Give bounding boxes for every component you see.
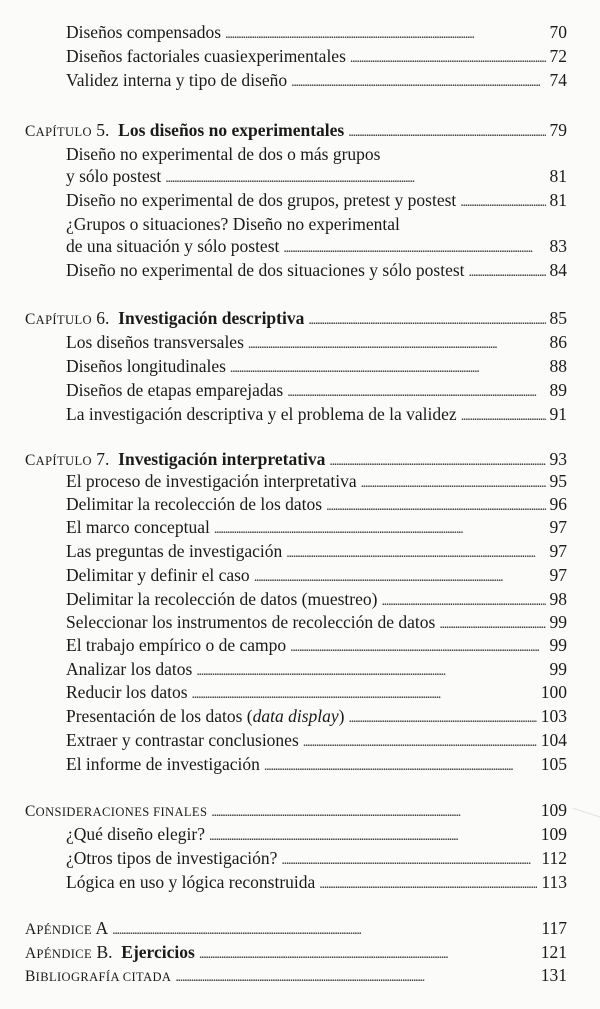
toc-entry[interactable] — [66, 657, 567, 681]
toc-entry-page: 96 — [549, 494, 567, 514]
chapter-5-heading[interactable] — [25, 118, 567, 142]
dot-leader — [165, 164, 545, 191]
dot-leader — [469, 258, 546, 285]
toc-entry[interactable] — [66, 234, 567, 258]
bibliography-heading[interactable] — [25, 963, 567, 987]
toc-entry-page: 74 — [549, 70, 567, 90]
dot-leader — [460, 188, 545, 215]
toc-entry-title: Delimitar la recolección de datos (muestreo) — [66, 589, 378, 609]
toc-entry-title: Seleccionar los instrumentos de recolección de datos — [66, 612, 436, 632]
toc-entry-page: 99 — [549, 659, 567, 679]
toc-entry-page: 99 — [549, 635, 567, 655]
appendix-a-title: APÉNDICE A — [25, 918, 109, 938]
dot-leader — [283, 234, 545, 261]
toc-entry-title: La investigación descriptiva y el problema de la validez — [66, 404, 457, 424]
toc-entry-title: Presentación de los datos (data display) — [66, 706, 345, 726]
toc-entry[interactable] — [66, 402, 567, 426]
dot-leader — [290, 633, 545, 660]
toc-entry-title: Delimitar la recolección de los datos — [66, 494, 323, 514]
toc-entry[interactable] — [66, 587, 567, 611]
toc-entry[interactable] — [66, 680, 567, 704]
final-considerations-heading[interactable] — [25, 798, 567, 822]
dot-leader — [254, 563, 546, 590]
toc-entry-title: Las preguntas de investigación — [66, 541, 283, 561]
toc-entry-page: 72 — [549, 46, 567, 66]
toc-entry-page: 99 — [549, 612, 567, 632]
dot-leader — [286, 539, 545, 566]
appendix-b-page: 121 — [540, 942, 567, 962]
chapter-7-heading[interactable] — [25, 447, 567, 471]
chapter-6-title: CAPÍTULO 6. Investigación descriptiva — [25, 308, 305, 328]
dot-leader — [348, 118, 545, 145]
dot-leader — [214, 515, 546, 542]
chapter-7-page: 93 — [549, 449, 567, 469]
toc-entry-page: 109 — [540, 824, 567, 844]
toc-entry[interactable] — [66, 20, 567, 44]
toc-entry-page: 83 — [549, 236, 567, 256]
toc-entry-title: Validez interna y tipo de diseño — [66, 70, 288, 90]
toc-entry-page: 103 — [540, 706, 567, 726]
dot-leader — [291, 68, 545, 95]
toc-entry-page: 84 — [549, 260, 567, 280]
toc-entry-page: 81 — [549, 190, 567, 210]
toc-entry[interactable] — [66, 492, 567, 516]
chapter-5-page: 79 — [549, 120, 567, 140]
toc-entry-title: El marco conceptual — [66, 517, 210, 537]
toc-entry-title: Diseño no experimental de dos grupos, pretest y postest — [66, 190, 457, 210]
dot-leader — [319, 870, 537, 897]
toc-entry-title-line1: ¿Grupos o situaciones? Diseño no experimental — [66, 214, 400, 234]
toc-entry[interactable] — [66, 330, 567, 354]
toc-entry-title: de una situación y sólo postest — [66, 236, 280, 256]
toc-entry-page: 81 — [549, 166, 567, 186]
toc-entry-title: Analizar los datos — [66, 659, 193, 679]
toc-entry[interactable] — [66, 752, 567, 776]
toc-entry-page: 88 — [549, 356, 567, 376]
dot-leader — [225, 20, 545, 47]
toc-entry[interactable] — [66, 610, 567, 634]
toc-entry[interactable] — [66, 68, 567, 92]
toc-entry-page: 98 — [549, 589, 567, 609]
toc-entry[interactable] — [66, 704, 567, 728]
toc-entry[interactable] — [66, 44, 567, 68]
dot-leader — [350, 44, 546, 71]
dot-leader — [248, 330, 546, 357]
toc-entry-title: Reducir los datos — [66, 682, 188, 702]
toc-entry-title: ¿Otros tipos de investigación? — [66, 848, 278, 868]
dot-leader — [461, 402, 546, 429]
toc-entry[interactable] — [66, 822, 567, 846]
toc-entry-title: y sólo postest — [66, 166, 162, 186]
toc-entry-title: Lógica en uso y lógica reconstruida — [66, 872, 316, 892]
toc-entry-page: 112 — [541, 848, 567, 868]
toc-entry-page: 105 — [540, 754, 567, 774]
toc-entry-page: 100 — [540, 682, 567, 702]
dot-leader — [349, 704, 537, 731]
toc-entry[interactable] — [66, 188, 567, 212]
chapter-6-heading[interactable] — [25, 306, 567, 330]
toc-entry-title: Diseño no experimental de dos situaciones y sólo postest — [66, 260, 465, 280]
appendix-b-title: APÉNDICE B. Ejercicios — [25, 942, 195, 962]
toc-entry[interactable] — [66, 633, 567, 657]
dot-leader — [112, 916, 537, 943]
appendix-a-page: 117 — [541, 918, 567, 938]
toc-entry[interactable] — [66, 469, 567, 493]
toc-entry-page: 89 — [549, 380, 567, 400]
dot-leader — [192, 680, 537, 707]
dot-leader — [211, 798, 536, 825]
dot-leader — [209, 822, 537, 849]
toc-entry-title: El informe de investigación — [66, 754, 260, 774]
chapter-7-title: CAPÍTULO 7. Investigación interpretativa — [25, 449, 326, 469]
toc-entry-page: 91 — [549, 404, 567, 424]
dot-leader — [308, 306, 545, 333]
toc-entry-title: Diseños longitudinales — [66, 356, 226, 376]
toc-entry[interactable] — [66, 846, 567, 870]
dot-leader — [281, 846, 537, 873]
toc-entry[interactable] — [66, 563, 567, 587]
appendix-b-heading[interactable] — [25, 940, 567, 964]
toc-entry-title: El trabajo empírico o de campo — [66, 635, 287, 655]
toc-entry-page: 95 — [549, 471, 567, 491]
toc-entry[interactable] — [66, 258, 567, 282]
dot-leader — [175, 963, 536, 990]
toc-entry[interactable] — [66, 728, 567, 752]
toc-entry[interactable] — [66, 515, 567, 539]
toc-entry-title: ¿Qué diseño elegir? — [66, 824, 205, 844]
dot-leader — [230, 354, 546, 381]
toc-entry-title: Extraer y contrastar conclusiones — [66, 730, 299, 750]
toc-entry-title-line1: Diseño no experimental de dos o más grupos — [66, 144, 381, 164]
dot-leader — [303, 728, 537, 755]
toc-entry-page: 70 — [549, 22, 567, 42]
bibliography-page: 131 — [540, 965, 567, 985]
toc-entry-title: Diseños de etapas emparejadas — [66, 380, 284, 400]
toc-entry-page: 97 — [549, 517, 567, 537]
bibliography-title: BIBLIOGRAFÍA CITADA — [25, 968, 172, 985]
toc-entry-title: El proceso de investigación interpretativa — [66, 471, 357, 491]
toc-entry-title: Diseños compensados — [66, 22, 222, 42]
final-considerations-title: CONSIDERACIONES FINALES — [25, 803, 208, 820]
scan-mark — [568, 808, 600, 832]
final-considerations-page: 109 — [540, 800, 567, 820]
appendix-a-heading[interactable] — [25, 916, 567, 940]
toc-entry[interactable] — [66, 870, 567, 894]
toc-entry-page: 104 — [540, 730, 567, 750]
toc-entry-title: Los diseños transversales — [66, 332, 244, 352]
toc-entry-title: Diseños factoriales cuasiexperimentales — [66, 46, 346, 66]
toc-entry-page: 86 — [549, 332, 567, 352]
toc-entry-page: 97 — [549, 541, 567, 561]
toc-entry[interactable] — [66, 539, 567, 563]
dot-leader — [264, 752, 537, 779]
dot-leader — [287, 378, 545, 405]
chapter-6-page: 85 — [549, 308, 567, 328]
toc-entry-title: Delimitar y definir el caso — [66, 565, 250, 585]
chapter-5-title: CAPÍTULO 5. Los diseños no experimentales — [25, 120, 345, 140]
toc-entry[interactable] — [66, 354, 567, 378]
toc-entry[interactable] — [66, 378, 567, 402]
toc-entry[interactable] — [66, 164, 567, 188]
toc-entry-page: 113 — [541, 872, 567, 892]
toc-entry-page: 97 — [549, 565, 567, 585]
